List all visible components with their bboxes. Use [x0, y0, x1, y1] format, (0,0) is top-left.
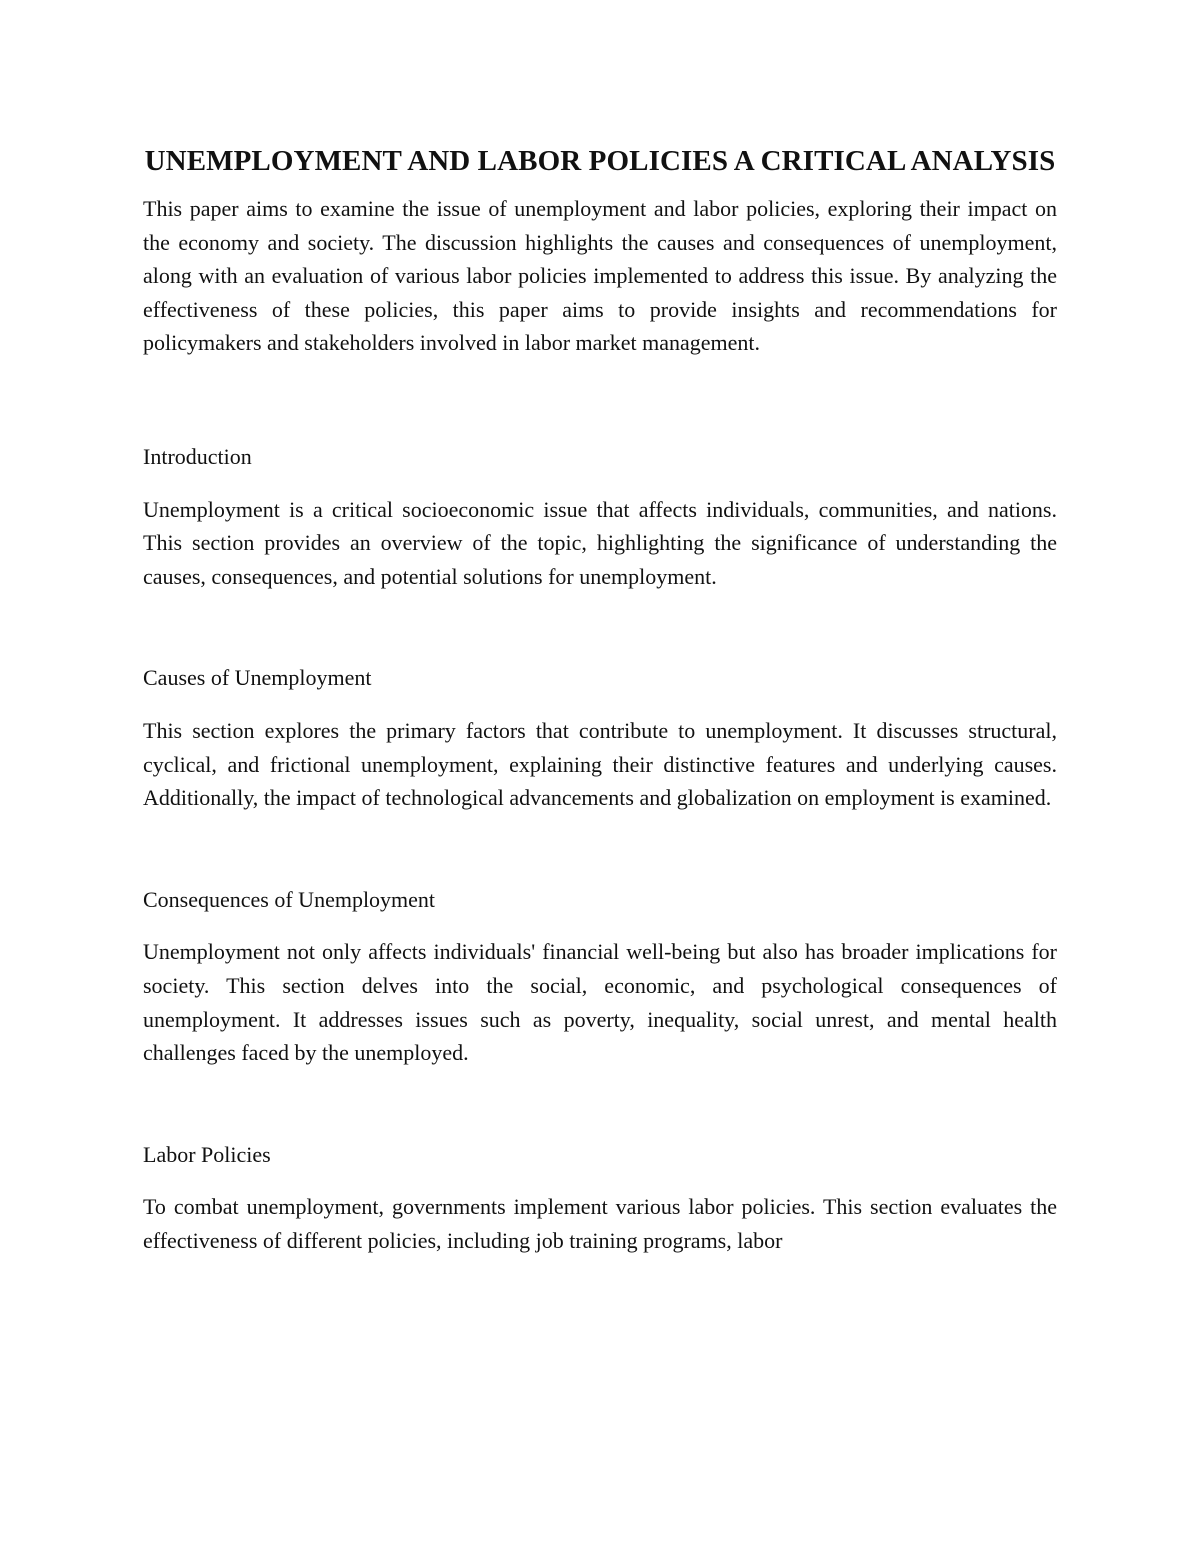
- document-content: [143, 140, 1057, 1257]
- abstract-paragraph: This paper aims to examine the issue of unemployment and labor policies, exploring their impact on the economy and society. The discussion highlights the causes and consequences of unemployment, along with an evaluation of various labor policies implemented to address this issue. By analyzing the effectiveness of these policies, this paper aims to provide insights and recommendations for policymakers and stakeholders involved in labor market management.: [143, 196, 1057, 356]
- section-heading: Introduction: [143, 443, 252, 469]
- section-heading: Consequences of Unemployment: [143, 886, 436, 912]
- document-title: UNEMPLOYMENT AND LABOR POLICIES A CRITICAL ANALYSIS: [144, 145, 1056, 177]
- section-heading: Labor Policies: [143, 1141, 271, 1167]
- section-labor-policies: [143, 1138, 1057, 1258]
- section-causes-of-unemployment: [143, 661, 1057, 814]
- section-body: To combat unemployment, governments implement various labor policies. This section evaluates the effectiveness of different policies, including job training programs, labor: [143, 1194, 1057, 1253]
- section-body: Unemployment not only affects individuals' financial well-being but also has broader implications for society. This section delves into the social, economic, and psychological consequences of unemployment. It addresses issues such as poverty, inequality, social unrest, and mental health challenges faced by the unemployed.: [143, 939, 1057, 1066]
- section-heading: Causes of Unemployment: [143, 665, 372, 691]
- section-introduction: [143, 440, 1057, 593]
- section-body: This section explores the primary factors that contribute to unemployment. It discusses structural, cyclical, and frictional unemployment, explaining their distinctive features and underlying causes. Additionally, the impact of technological advancements and globalization on employment is examined.: [143, 717, 1057, 811]
- section-consequences-of-unemployment: [143, 883, 1057, 1070]
- section-body: Unemployment is a critical socioeconomic issue that affects individuals, communities, and nations. This section provides an overview of the topic, highlighting the significance of understanding the causes, consequences, and potential solutions for unemployment.: [143, 496, 1057, 589]
